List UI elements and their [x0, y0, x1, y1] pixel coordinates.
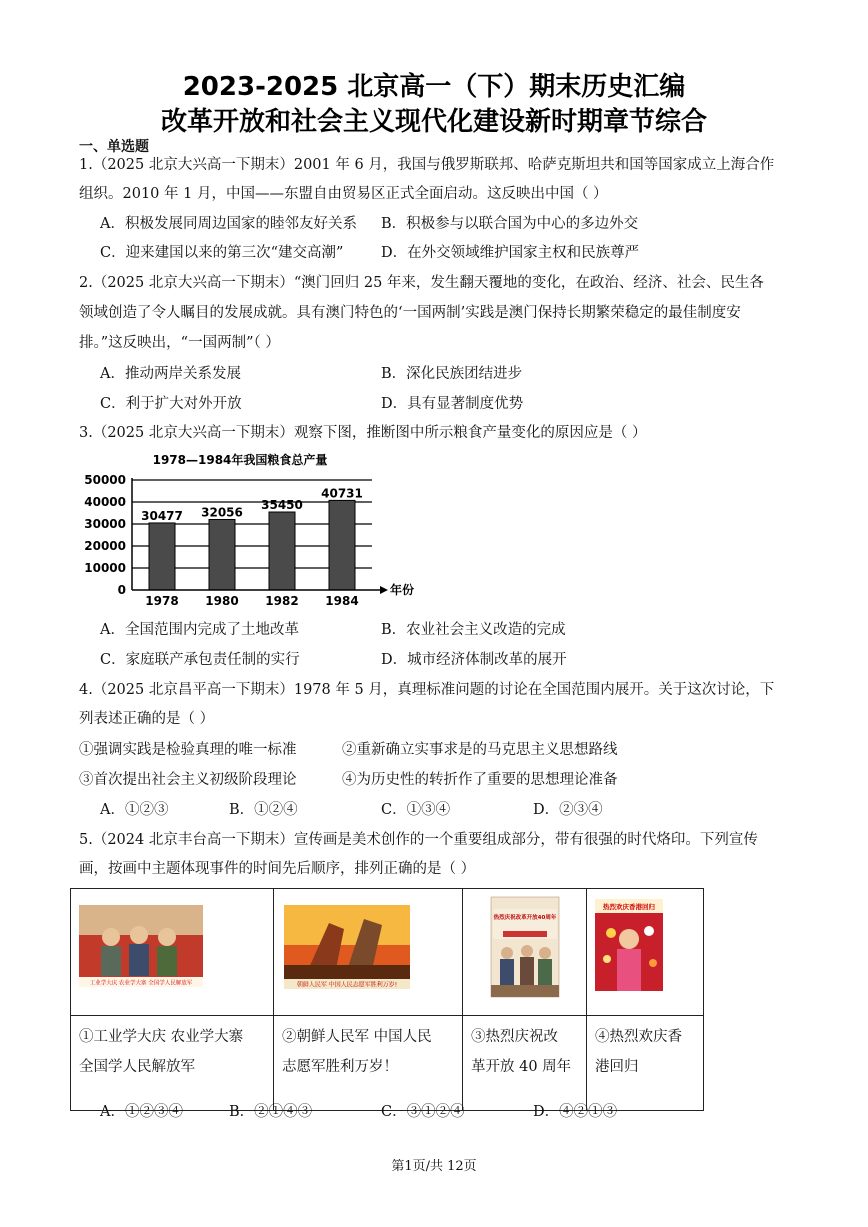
poster-image-4: [587, 889, 703, 1011]
q4-option-c[interactable]: C．①③④: [381, 802, 451, 818]
chart-data-label: 40731: [321, 486, 363, 501]
chart-y-tick-label: 30000: [84, 517, 126, 531]
poster-2-caption-line1: ②朝鲜人民军 中国人民: [282, 1029, 432, 1045]
q5-stem-line2: 画，按画中主题体现事件的时间先后顺序，排列正确的是（ ）: [79, 861, 476, 877]
q4-statement-2: ②重新确立实事求是的马克思主义思想路线: [342, 742, 618, 758]
poster-3-lettering: 热烈庆祝改革开放40周年: [493, 915, 557, 921]
q5-option-b[interactable]: B．②①④③: [229, 1104, 313, 1120]
chart-x-tick-label: 1982: [265, 594, 299, 608]
poster-caption-2: [274, 1016, 463, 1111]
chart-data-label: 35450: [261, 498, 303, 513]
chart-x-tick-label: 1980: [205, 594, 239, 608]
q4-statement-4: ④为历史性的转折作了重要的思想理论准备: [342, 772, 618, 788]
chart-bar: [149, 523, 175, 590]
q3-option-c[interactable]: C．家庭联产承包责任制的实行: [100, 652, 300, 668]
chart-y-ticks: [84, 473, 126, 597]
chart-y-tick-label: 20000: [84, 539, 126, 553]
q4-statement-3: ③首次提出社会主义初级阶段理论: [79, 772, 297, 788]
q4-option-b[interactable]: B．①②④: [229, 802, 298, 818]
q4-option-a[interactable]: A．①②③: [100, 802, 169, 818]
q5-stem-line1: 5.（2024 北京丰台高一下期末）宣传画是美术创作的一个重要组成部分，带有很强的时代烙印。下列宣传: [79, 832, 758, 848]
chart-title: 1978—1984年我国粮食总产量: [152, 453, 328, 467]
page-title: 2023-2025 北京高一（下）期末历史汇编: [182, 72, 686, 102]
q1-stem-line1: 1.（2025 北京大兴高一下期末）2001 年 6 月，我国与俄罗斯联邦、哈萨克斯坦共和国等国家成立上海合作: [79, 157, 775, 173]
chart-x-ticks: [145, 594, 358, 608]
poster-4-caption-line2: 港回归: [595, 1059, 639, 1075]
q5-option-c[interactable]: C．③①②④: [381, 1104, 465, 1120]
q4-stem-line2: 列表述正确的是（ ）: [79, 711, 215, 727]
section-heading: 一、单选题: [79, 139, 149, 155]
page-number: 第1页/共 12页: [391, 1159, 477, 1174]
q4-stem-line1: 4.（2025 北京昌平高一下期末）1978 年 5 月，真理标准问题的讨论在全国范围内展开。关于这次讨论，下: [79, 682, 775, 698]
poster-caption-4: [587, 1016, 704, 1111]
chart-x-tick-label: 1984: [325, 594, 359, 608]
q3-option-a[interactable]: A．全国范围内完成了土地改革: [100, 622, 299, 638]
q4-option-d[interactable]: D．②③④: [533, 802, 603, 818]
page-subtitle: 改革开放和社会主义现代化建设新时期章节综合: [160, 107, 707, 137]
q1-option-b[interactable]: B．积极参与以联合国为中心的多边外交: [381, 216, 639, 232]
chart-y-tick-label: 50000: [84, 473, 126, 487]
poster-1-lettering: 工业学大庆 农业学大寨 全国学人民解放军: [89, 980, 193, 987]
poster-cell-3: [463, 889, 587, 1016]
poster-table: [70, 888, 704, 1111]
poster-3-caption-line2: 革开放 40 周年: [471, 1059, 572, 1075]
poster-4-lettering: 热烈欢庆香港回归: [603, 903, 655, 911]
q2-stem-line1: 2.（2025 北京大兴高一下期末）“澳门回归 25 年来，发生翻天覆地的变化，在政治、经济、社会、民生各: [79, 275, 764, 291]
q5-option-a[interactable]: A．①②③④: [100, 1104, 183, 1120]
chart-data-label: 32056: [201, 505, 243, 520]
q2-stem-line3: 排。”这反映出，“一国两制”（ ）: [79, 335, 280, 351]
q1-option-a[interactable]: A．积极发展同周边国家的睦邻友好关系: [100, 216, 357, 232]
poster-1-caption-line2: 全国学人民解放军: [79, 1059, 195, 1075]
q3-option-d[interactable]: D．城市经济体制改革的展开: [381, 652, 567, 668]
poster-image-1: [71, 889, 273, 1011]
poster-image-2: [274, 889, 462, 1011]
chart-bar: [269, 512, 295, 590]
q2-option-b[interactable]: B．深化民族团结进步: [381, 366, 523, 382]
poster-caption-1: [71, 1016, 274, 1111]
chart-data-label: 30477: [141, 508, 183, 523]
q2-option-a[interactable]: A．推动两岸关系发展: [100, 366, 241, 382]
q2-option-d[interactable]: D．具有显著制度优势: [381, 396, 524, 412]
poster-cell-2: [274, 889, 463, 1016]
q2-stem-line2: 领域创造了令人瞩目的发展成就。具有澳门特色的‘一国两制’实践是澳门保持长期繁荣稳定的最佳制度安: [79, 305, 741, 321]
poster-cell-4: [587, 889, 704, 1016]
q5-option-d[interactable]: D．④②①③: [533, 1104, 618, 1120]
poster-image-3: [463, 889, 586, 1011]
q1-option-c[interactable]: C．迎来建国以来的第三次“建交高潮”: [100, 245, 344, 261]
q2-option-c[interactable]: C．利于扩大对外开放: [100, 396, 242, 412]
poster-2-caption-line2: 志愿军胜利万岁！: [282, 1059, 398, 1075]
poster-1-caption-line1: ①工业学大庆 农业学大寨: [79, 1029, 244, 1045]
poster-4-caption-line1: ④热烈欢庆香: [595, 1029, 682, 1045]
chart-bar: [209, 519, 235, 590]
chart-y-tick-label: 40000: [84, 495, 126, 509]
x-axis-arrow-icon: [380, 586, 388, 594]
chart-bar: [329, 500, 355, 590]
poster-2-lettering: 朝鲜人民军 中国人民志愿军胜利万岁!: [296, 981, 398, 989]
chart-y-tick-label: 10000: [84, 561, 126, 575]
chart-x-tick-label: 1978: [145, 594, 179, 608]
q4-statement-1: ①强调实践是检验真理的唯一标准: [79, 742, 297, 758]
q1-option-d[interactable]: D．在外交领域维护国家主权和民族尊严: [381, 245, 640, 261]
poster-caption-3: [463, 1016, 587, 1111]
chart-x-axis-label: 年份: [390, 583, 415, 597]
q1-stem-line2: 组织。2010 年 1 月，中国——东盟自由贸易区正式全面启动。这反映出中国（ ）: [79, 186, 608, 202]
chart-y-tick-label: 0: [117, 583, 126, 597]
grain-output-chart: [80, 450, 420, 615]
poster-cell-1: [71, 889, 274, 1016]
q3-stem-line1: 3.（2025 北京大兴高一下期末）观察下图，推断图中所示粮食产量变化的原因应是（ ）: [79, 425, 647, 441]
poster-3-caption-line1: ③热烈庆祝改: [471, 1029, 558, 1045]
q3-option-b[interactable]: B．农业社会主义改造的完成: [381, 622, 566, 638]
